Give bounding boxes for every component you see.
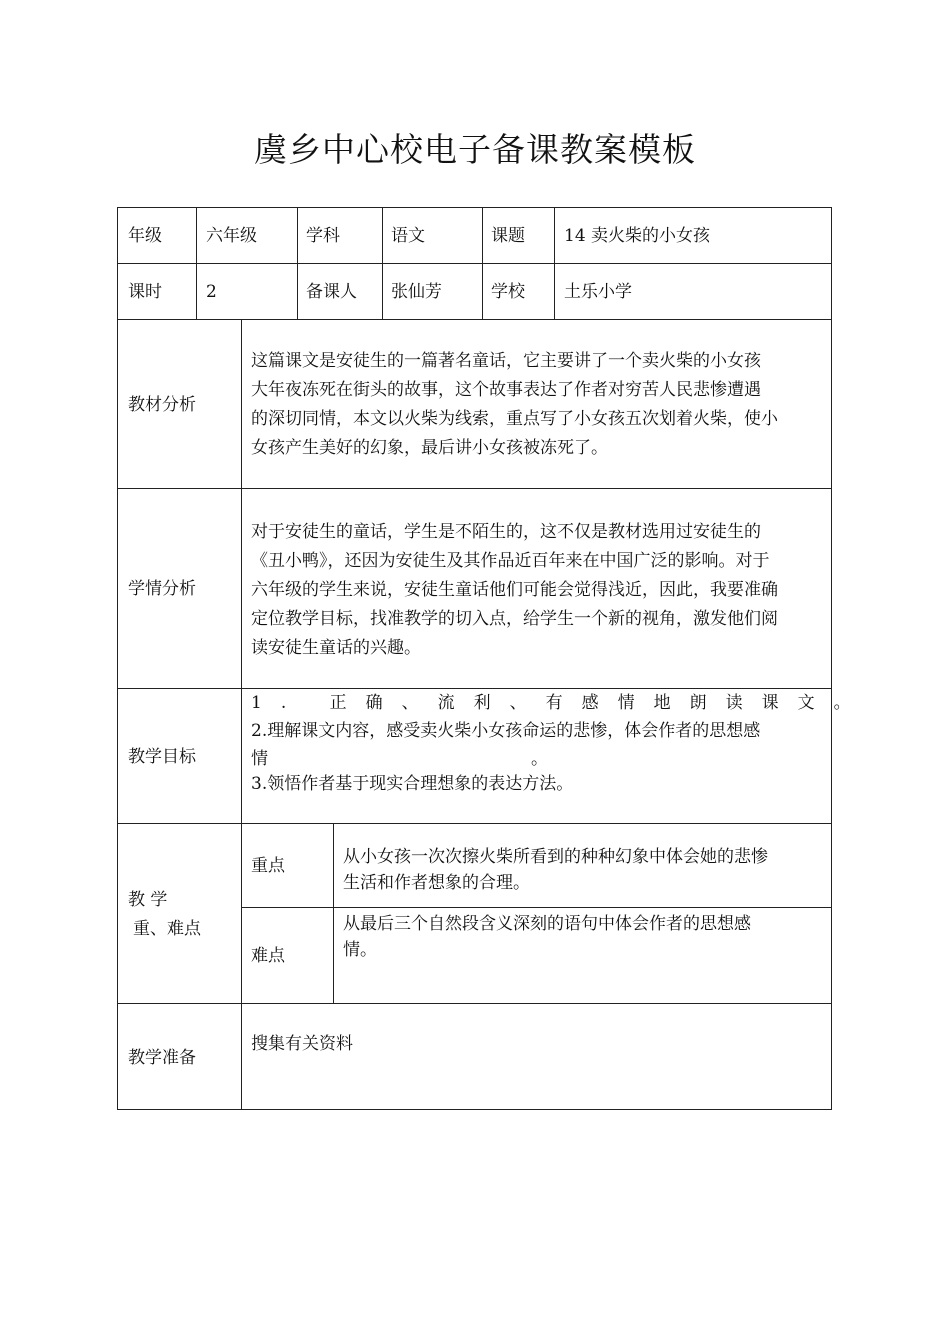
- col-divider: [196, 207, 197, 319]
- key-point-label: 重点: [251, 856, 285, 876]
- subject-value: 语文: [391, 226, 425, 246]
- subject-label: 学科: [306, 226, 340, 246]
- textbook-analysis-line: 这篇课文是安徒生的一篇著名童话，它主要讲了一个卖火柴的小女孩: [251, 351, 761, 371]
- lesson-plan-table: [117, 207, 870, 1110]
- key-point-line: 生活和作者想象的合理。: [343, 873, 530, 893]
- col-divider: [382, 207, 383, 319]
- student-analysis-label: 学情分析: [128, 579, 196, 599]
- student-analysis-line: 六年级的学生来说，安徒生童话他们可能会觉得浅近，因此，我要准确: [251, 580, 778, 600]
- page-title: 虞乡中心校电子备课教案模板: [254, 130, 696, 169]
- student-analysis-line: 《丑小鸭》，还因为安徒生及其作品近百年来在中国广泛的影响。对于: [251, 551, 770, 571]
- col-divider: [554, 207, 555, 319]
- student-analysis-line: 定位教学目标，找准教学的切入点，给学生一个新的视角，激发他们阅: [251, 609, 778, 629]
- row-divider: [117, 823, 832, 824]
- col-divider: [297, 207, 298, 319]
- key-point-line: 从小女孩一次次擦火柴所看到的种种幻象中体会她的悲惨: [343, 847, 768, 867]
- grade-label: 年级: [128, 226, 162, 246]
- table-border-bottom: [117, 1109, 832, 1110]
- textbook-analysis-line: 大年夜冻死在街头的故事，这个故事表达了作者对穷苦人民悲惨遭遇: [251, 380, 761, 400]
- objective-item-3: 3.领悟作者基于现实合理想象的表达方法。: [251, 774, 574, 794]
- objective-item-2-end: 。: [531, 749, 548, 769]
- school-label: 学校: [491, 282, 525, 302]
- grade-value: 六年级: [206, 226, 257, 246]
- key-difficult-label-cont: 重、难点: [133, 919, 201, 939]
- hours-value: 2: [206, 282, 217, 302]
- difficult-point-label: 难点: [251, 946, 285, 966]
- table-border-left: [117, 207, 118, 1110]
- textbook-analysis-line: 女孩产生美好的幻象，最后讲小女孩被冻死了。: [251, 438, 608, 458]
- student-analysis-line: 读安徒生童话的兴趣。: [251, 638, 421, 658]
- textbook-analysis-line: 的深切同情，本文以火柴为线索，重点写了小女孩五次划着火柴，使小: [251, 409, 778, 429]
- topic-value: 14 卖火柴的小女孩: [564, 226, 711, 246]
- school-value: 土乐小学: [564, 282, 632, 302]
- preparer-label: 备课人: [306, 282, 357, 302]
- objective-item-1: 1. 正确、流利、有感情地朗读课文。: [251, 693, 870, 713]
- difficult-point-line: 从最后三个自然段含义深刻的语句中体会作者的思想感: [343, 914, 751, 934]
- objective-item-2-cont: 情: [251, 749, 268, 769]
- key-difficult-label: 教 学: [128, 890, 168, 910]
- hours-label: 课时: [128, 282, 162, 302]
- preparer-value: 张仙芳: [391, 282, 442, 302]
- table-border-top: [117, 207, 832, 208]
- row-divider: [241, 907, 832, 908]
- row-divider: [117, 488, 832, 489]
- student-analysis-line: 对于安徒生的童话，学生是不陌生的，这不仅是教材选用过安徒生的: [251, 522, 761, 542]
- preparation-value: 搜集有关资料: [251, 1034, 353, 1054]
- col-divider: [482, 207, 483, 319]
- objective-item-2: 2.理解课文内容，感受卖火柴小女孩命运的悲惨，体会作者的思想感: [251, 721, 761, 741]
- textbook-analysis-label: 教材分析: [128, 395, 196, 415]
- row-divider: [117, 319, 832, 320]
- row-divider: [117, 1003, 832, 1004]
- difficult-point-line: 情。: [343, 940, 377, 960]
- topic-label: 课题: [491, 226, 525, 246]
- row-divider: [117, 263, 832, 264]
- col-divider: [333, 823, 334, 1003]
- col-divider: [241, 319, 242, 1110]
- preparation-label: 教学准备: [128, 1048, 196, 1068]
- objectives-label: 教学目标: [128, 747, 196, 767]
- table-border-right: [831, 207, 832, 1110]
